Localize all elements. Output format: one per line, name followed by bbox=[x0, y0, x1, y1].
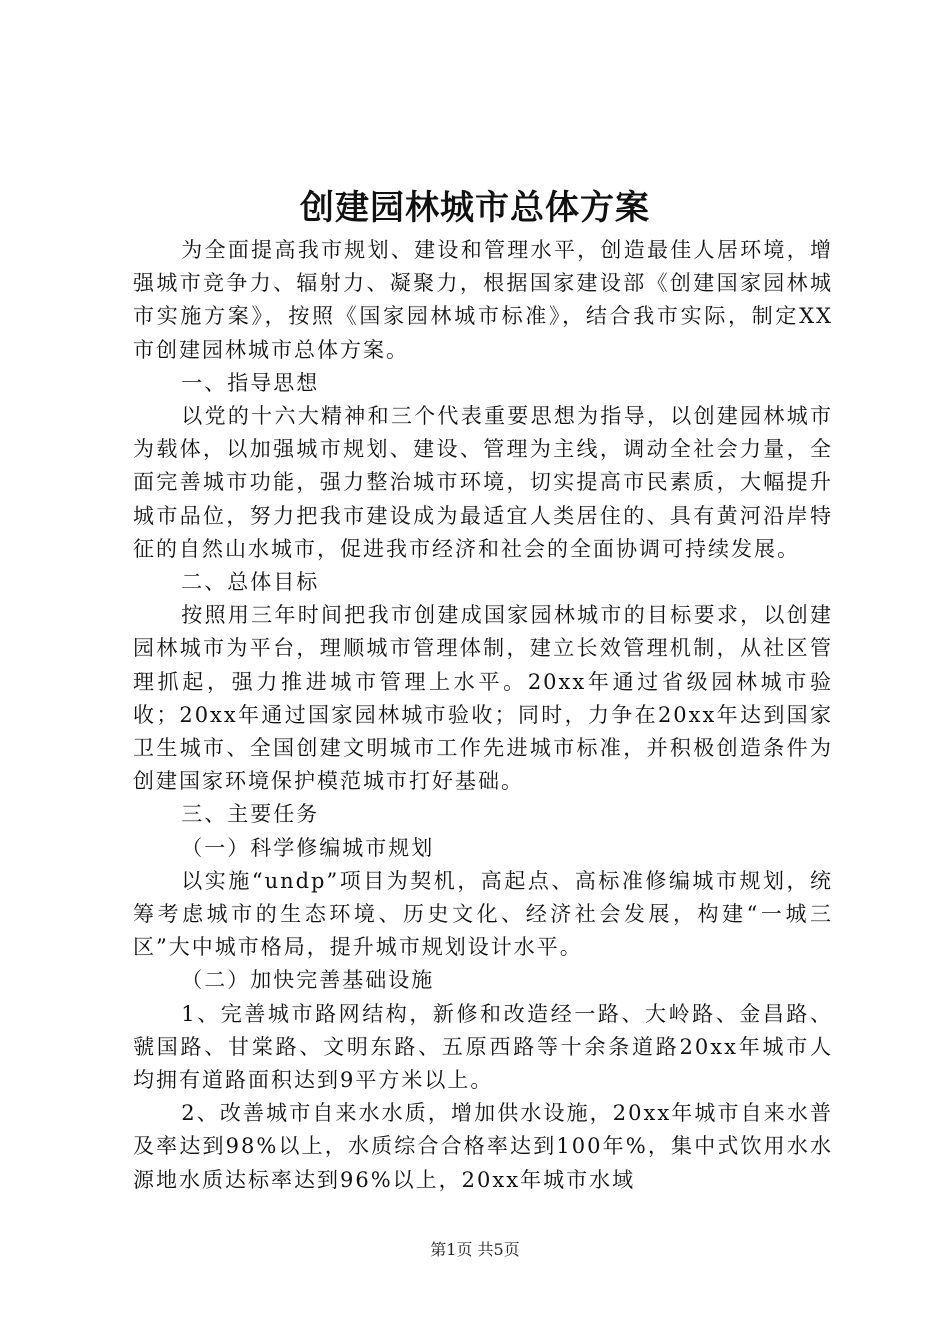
section-heading-guiding-thought: 一、指导思想 bbox=[181, 370, 320, 395]
planning-paragraph: 以实施“undp”项目为契机，高起点、高标准修编城市规划，统筹考虑城市的生态环境、历史文化、经济社会发展，构建“一城三区”大中城市格局，提升城市规划设计水平。 bbox=[133, 868, 833, 960]
section-heading-overall-goal: 二、总体目标 bbox=[181, 570, 320, 595]
document-title: 创建园林城市总体方案 bbox=[300, 188, 650, 228]
infrastructure-item-roads: 1、完善城市路网结构，新修和改造经一路、大岭路、金昌路、虢国路、甘棠路、文明东路、五原西路等十余条道路20xx年城市人均拥有道路面积达到9平方米以上。 bbox=[133, 1001, 833, 1093]
overall-goal-paragraph: 按照用三年时间把我市创建成国家园林城市的目标要求，以创建园林城市为平台，理顺城市管理体制，建立长效管理机制，从社区管理抓起，强力推进城市管理上水平。20xx年通过省级园林城市验收；20xx年通过国家园林城市验收；同时，力争在20xx年达到国家卫生城市、全国创建文明城市工作先进城市标准，并积极创造条件为创建国家环境保护模范城市打好基础。 bbox=[133, 603, 833, 794]
page-footer: 第1页 共5页 bbox=[430, 1240, 520, 1259]
guiding-thought-paragraph: 以党的十六大精神和三个代表重要思想为指导，以创建园林城市为载体，以加强城市规划、建设、管理为主线，调动全社会力量，全面完善城市功能，强力整治城市环境，切实提高市民素质，大幅提升城市品位，努力把我市建设成为最适宜人类居住的、具有黄河沿岸特征的自然山水城市，促进我市经济和社会的全面协调可持续发展。 bbox=[133, 404, 833, 561]
intro-paragraph: 为全面提高我市规划、建设和管理水平，创造最佳人居环境，增强城市竞争力、辐射力、凝聚力，根据国家建设部《创建国家园林城市实施方案》，按照《国家园林城市标准》，结合我市实际，制定XX市创建园林城市总体方案。 bbox=[133, 238, 833, 362]
subsection-heading-planning: （一）科学修编城市规划 bbox=[181, 835, 435, 860]
document-body bbox=[133, 234, 833, 1197]
section-heading-main-tasks: 三、主要任务 bbox=[181, 802, 320, 827]
infrastructure-item-water: 2、改善城市自来水水质，增加供水设施，20xx年城市自来水普及率达到98%以上，水质综合合格率达到100年%，集中式饮用水水源地水质达标率达到96%以上，20xx年城市水域 bbox=[133, 1101, 833, 1192]
subsection-heading-infrastructure: （二）加快完善基础设施 bbox=[181, 968, 435, 993]
